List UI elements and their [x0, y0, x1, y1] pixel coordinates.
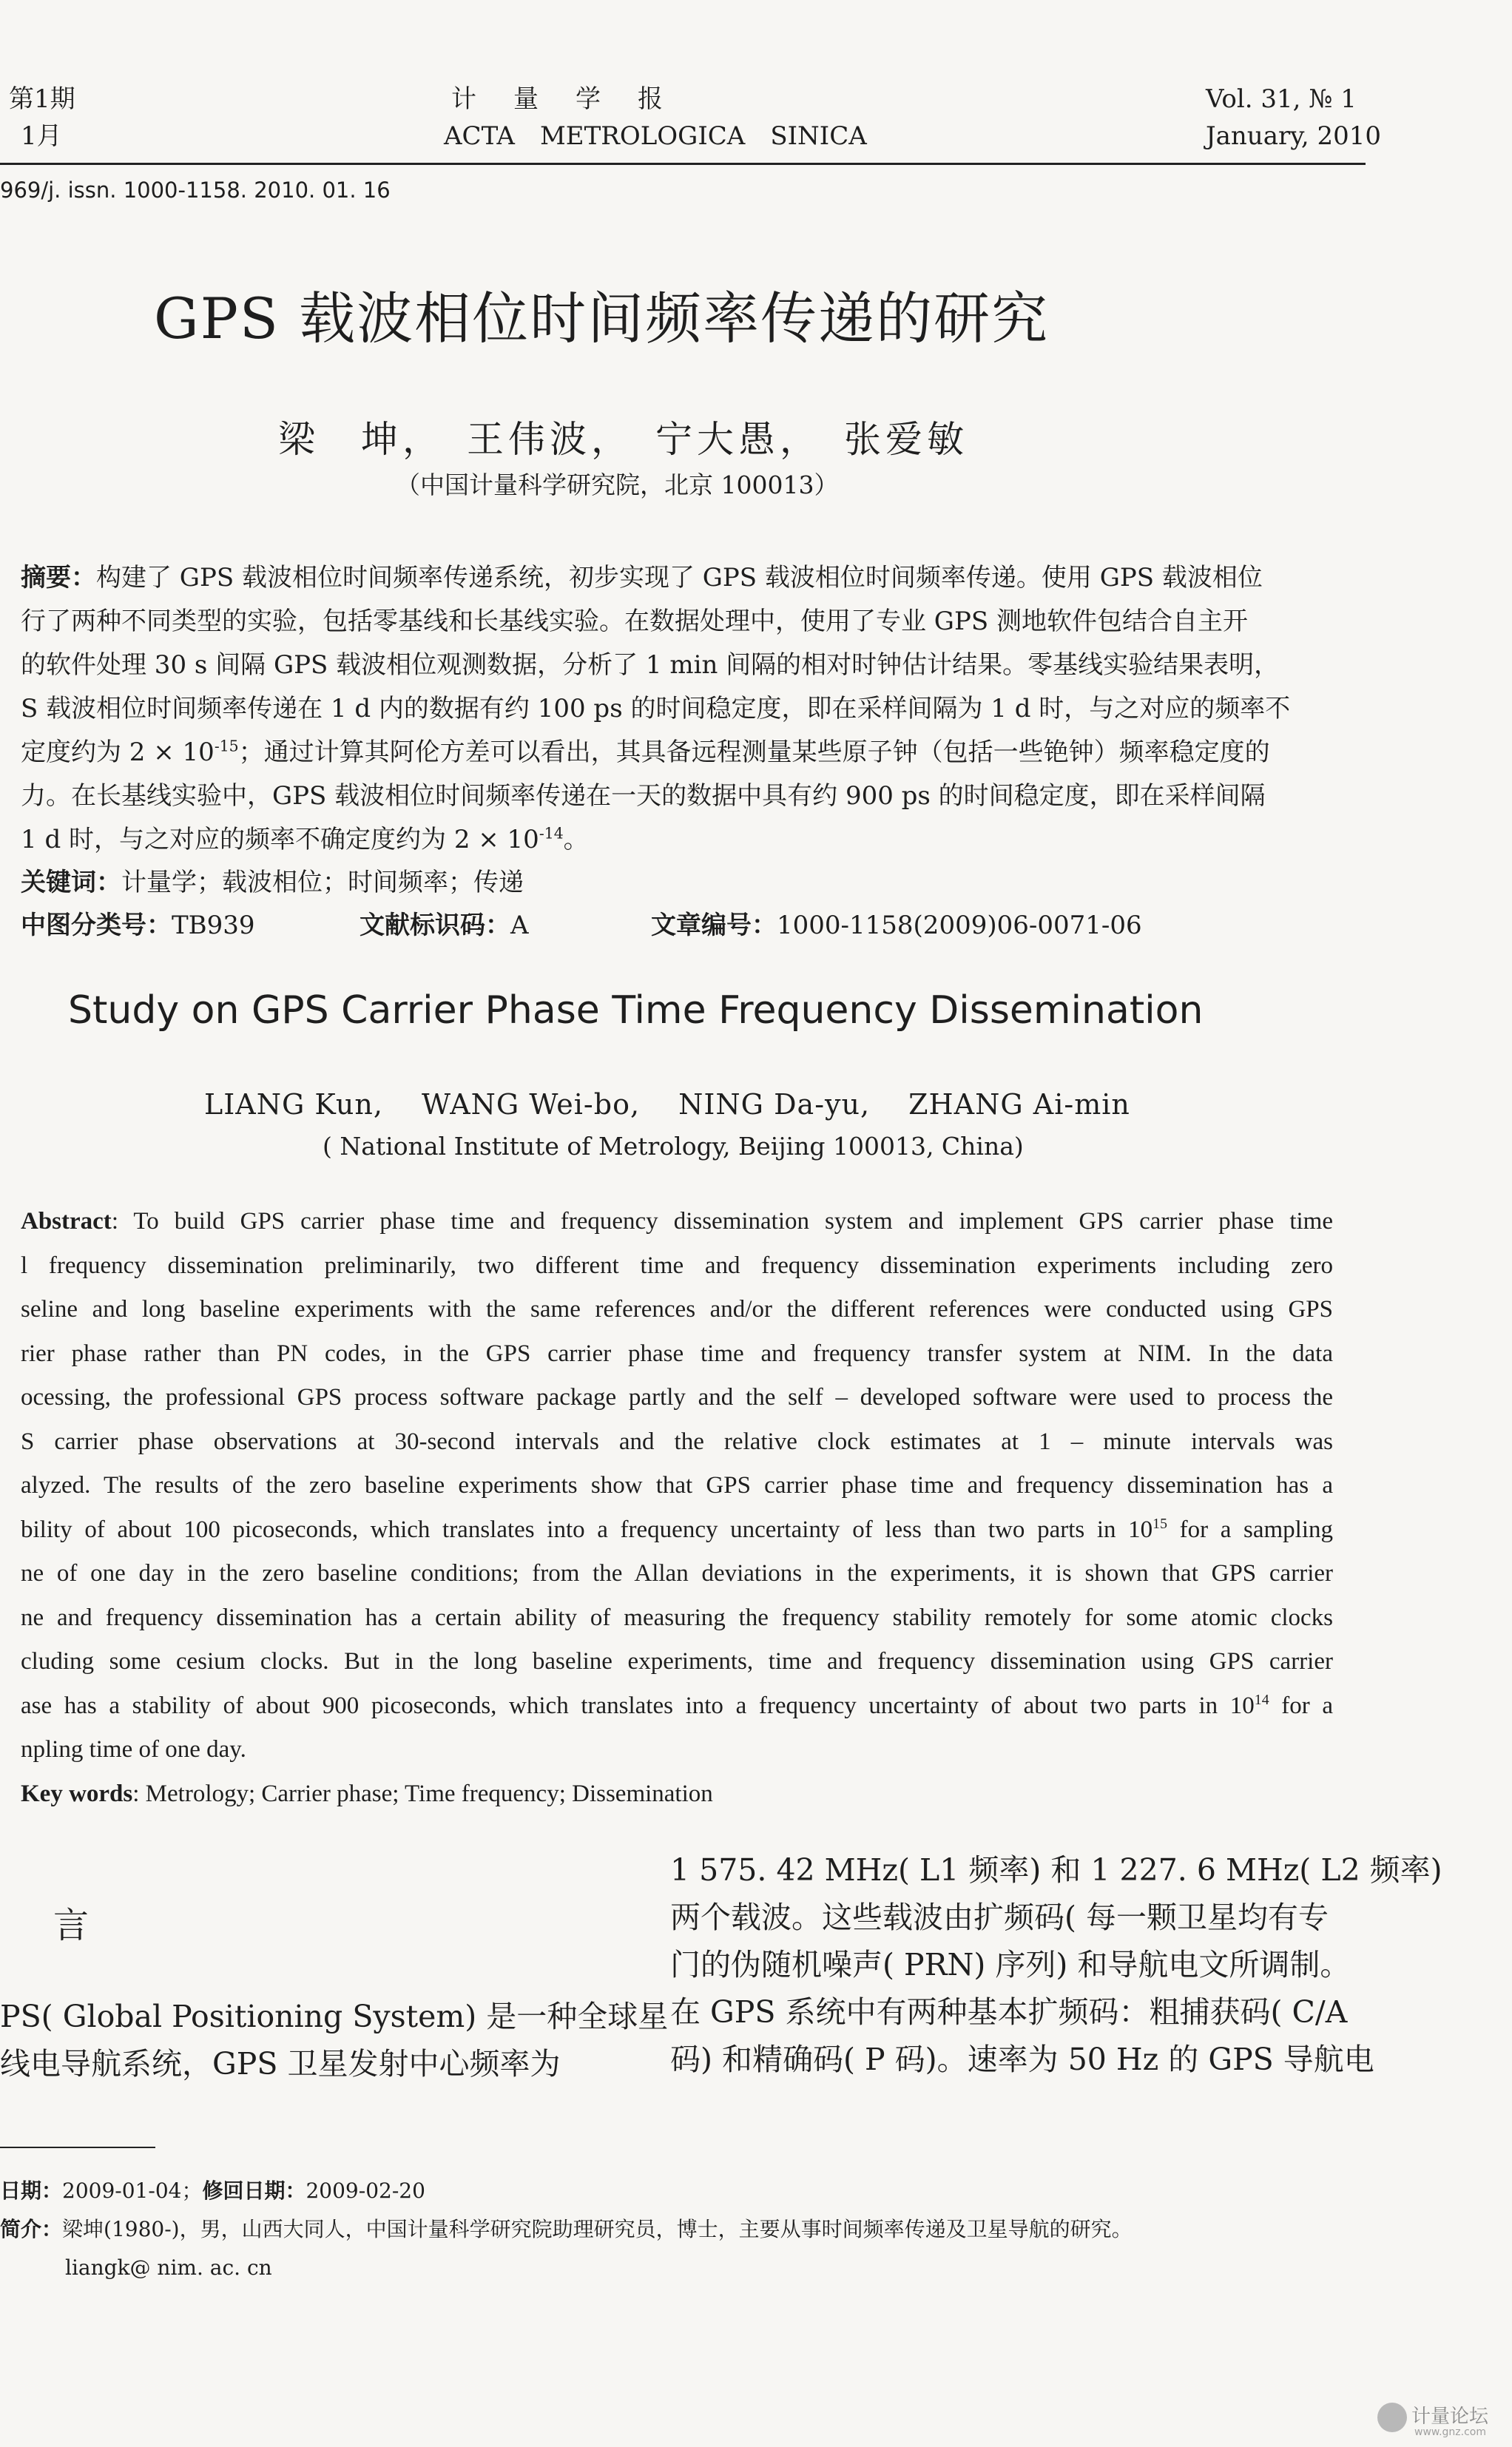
right-column-line-4: 在 GPS 系统中有两种基本扩频码：粗捕获码( C/A [670, 1994, 1348, 2030]
classification-clc: 中图分类号：TB939 [21, 911, 255, 940]
affiliation-en: ( National Institute of Metrology, Beijing 100013, China) [323, 1132, 1024, 1161]
abstract-cn-line-2: 行了两种不同类型的实验，包括零基线和长基线实验。在数据处理中，使用了专业 GPS 测地软件包结合自主开 [21, 607, 1248, 636]
abstract-cn-line-6: 力。在长基线实验中，GPS 载波相位时间频率传递在一天的数据中具有约 900 ps 的时间稳定度，即在采样间隔 [21, 781, 1266, 811]
abstract-en-line-12: ase has a stability of about 900 picoseconds, which translates into a frequency uncertainty of about two parts in $10^{14}$ for a [21, 1691, 1333, 1719]
right-column-line-1: 1 575. 42 MHz( L1 频率) 和 1 227. 6 MHz( L2 频率) [670, 1852, 1442, 1888]
left-column-line-1: PS( Global Positioning System) 是一种全球星 [0, 1999, 669, 2034]
footnote-rule [0, 2147, 155, 2148]
abstract-en-line-13: npling time of one day. [21, 1736, 246, 1763]
abstract-en-line-2: l frequency dissemination preliminarily, two different time and frequency dissemination experiments including zero [21, 1252, 1333, 1279]
left-column [0, 1993, 668, 2087]
abstract-en-line-6: S carrier phase observations at 30-second intervals and the relative clock estimates at 1 – minute intervals was [21, 1428, 1333, 1455]
header-month: 1月 [21, 121, 62, 151]
abstract-en [21, 1200, 1333, 1816]
abstract-cn-line-4: S 载波相位时间频率传递在 1 d 内的数据有约 100 ps 的时间稳定度，即在采样间隔为 1 d 时，与之对应的频率不 [21, 694, 1291, 723]
right-column-line-2: 两个载波。这些载波由扩频码( 每一颗卫星均有专 [670, 1900, 1329, 1935]
abstract-en-line-7: alyzed. The results of the zero baseline experiments show that GPS carrier phase time and frequency dissemination has a [21, 1472, 1333, 1499]
abstract-cn-line-1: 摘要：构建了 GPS 载波相位时间频率传递系统，初步实现了 GPS 载波相位时间频率传递。使用 GPS 载波相位 [21, 563, 1263, 593]
abstract-cn-line-5: 定度约为 $2 \times 10^{-15}$；通过计算其阿伦方差可以看出，其具备远程测量某些原子钟（包括一些铯钟）频率稳定度的 [21, 737, 1270, 767]
right-column [670, 1846, 1442, 2083]
abstract-en-label: Abstract [21, 1208, 112, 1235]
keywords-en: Key words: Metrology; Carrier phase; Time frequency; Dissemination [21, 1780, 713, 1807]
journal-title-en: ACTA METROLOGICA SINICA [444, 121, 867, 151]
title-cn: GPS 载波相位时间频率传递的研究 [154, 286, 1050, 351]
watermark-url: www.gnz.com [1414, 2426, 1486, 2438]
footnote-email: liangk@ nim. ac. cn [65, 2255, 272, 2280]
journal-volume: Vol. 31, № 1 [1206, 84, 1357, 114]
left-column-line-2: 线电导航系统，GPS 卫星发射中心频率为 [0, 2046, 561, 2082]
watermark-name: 计量论坛 [1411, 2406, 1489, 2428]
watermark-logo-icon [1377, 2403, 1407, 2432]
journal-date: January, 2010 [1206, 121, 1382, 151]
abstract-cn-line-3: 的软件处理 30 s 间隔 GPS 载波相位观测数据，分析了 1 min 间隔的相对时钟估计结果。零基线实验结果表明， [21, 650, 1280, 680]
abstract-en-line-1: Abstract: To build GPS carrier phase time and frequency dissemination system and implement GPS carrier phase time [21, 1208, 1333, 1235]
abstract-cn-line-7: 1 d 时，与之对应的频率不确定度约为 $2 \times 10^{-14}$。 [21, 824, 589, 854]
keywords-en-label: Key words [21, 1780, 133, 1807]
right-column-line-3: 门的伪随机噪声( PRN) 序列) 和导航电文所调制。 [670, 1947, 1351, 1982]
title-en: Study on GPS Carrier Phase Time Frequency Dissemination [68, 988, 1204, 1033]
classification-doc: 文献标识码：A [360, 911, 529, 940]
abstract-en-line-9: ne of one day in the zero baseline conditions; from the Allan deviations in the experiments, it is shown that GPS carrier [21, 1560, 1333, 1587]
right-column-line-5: 码) 和精确码( P 码)。速率为 50 Hz 的 GPS 导航电 [670, 2042, 1374, 2077]
doi: 969/j. issn. 1000-1158. 2010. 01. 16 [0, 178, 391, 203]
footnote [0, 2172, 1133, 2287]
footnote-bio: 简介：梁坤(1980-)，男，山西大同人，中国计量科学研究院助理研究员，博士，主要从事时间频率传递及卫星导航的研究。 [0, 2217, 1133, 2241]
abstract-en-line-3: seline and long baseline experiments with the same references and/or the different references were conducted using GPS [21, 1296, 1333, 1323]
abstract-cn [21, 556, 1290, 862]
abstract-en-line-4: rier phase rather than PN codes, in the GPS carrier phase time and frequency transfer system at NIM. In the data [21, 1340, 1333, 1367]
abstract-en-line-8: bility of about 100 picoseconds, which translates into a frequency uncertainty of less than two parts in $10^{15}$ for a sampling [21, 1515, 1333, 1543]
header-rule [0, 163, 1366, 165]
section-heading: 言 [53, 1905, 90, 1946]
authors-cn: 梁 坤， 王伟波， 宁大愚， 张爱敏 [278, 418, 968, 461]
keywords-cn: 关键词：计量学；载波相位；时间频率；传递 [21, 868, 524, 897]
classification-article: 文章编号：1000-1158(2009)06-0071-06 [651, 911, 1142, 940]
affiliation-cn: （中国计量科学研究院，北京 100013） [396, 470, 839, 499]
abstract-en-line-10: ne and frequency dissemination has a certain ability of measuring the frequency stability remotely for some atomic clocks [21, 1604, 1333, 1631]
abstract-en-line-5: ocessing, the professional GPS process software package partly and the self – developed software were used to process the [21, 1384, 1333, 1411]
footnote-dates: 日期：2009-01-04；修回日期：2009-02-20 [0, 2178, 425, 2203]
abstract-cn-label: 摘要： [21, 563, 96, 593]
abstract-en-line-11: cluding some cesium clocks. But in the long baseline experiments, time and frequency dissemination using GPS carrier [21, 1648, 1333, 1675]
journal-title-cn: 计 量 学 报 [451, 84, 669, 114]
authors-en: LIANG Kun, WANG Wei-bo, NING Da-yu, ZHANG Ai-min [204, 1088, 1130, 1121]
header-issue: 第1期 [9, 84, 75, 114]
